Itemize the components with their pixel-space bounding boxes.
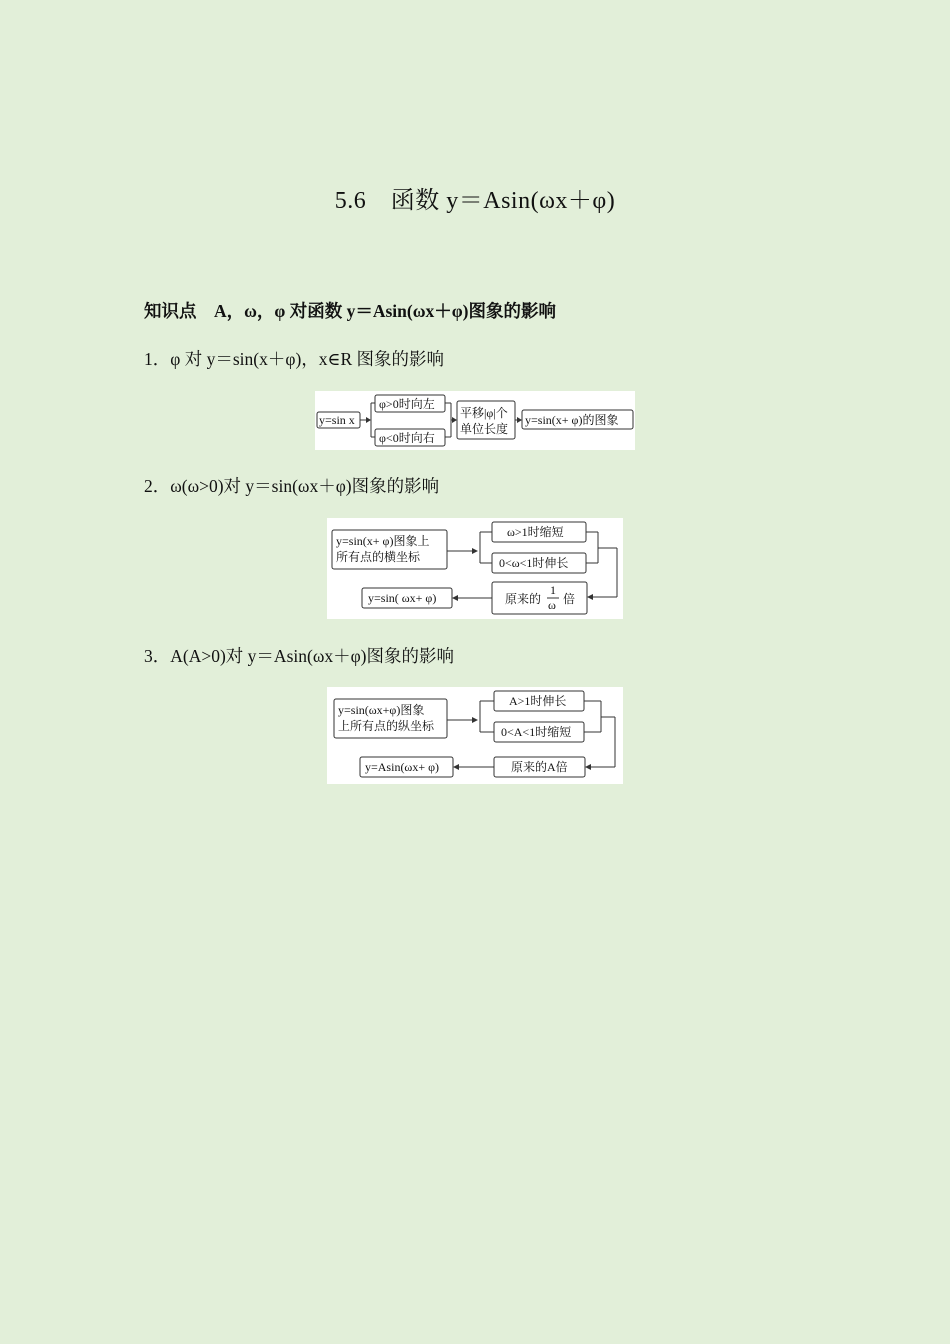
- start-label-line2: 所有点的横坐标: [336, 550, 421, 564]
- scale-fraction-numerator: 1: [550, 583, 556, 597]
- item-3-amplitude: 3．A(A>0)对 y＝Asin(ωx＋φ)图象的影响: [144, 646, 455, 666]
- shift-label-line1: 平移|φ|个: [460, 406, 508, 420]
- omega-lt1-label: 0<ω<1时伸长: [499, 556, 569, 570]
- start-label-line1: y=sin(x+ φ)图象上: [336, 534, 430, 548]
- section-heading: 知识点 A，ω，φ 对函数 y＝Asin(ωx＋φ)图象的影响: [144, 301, 557, 321]
- scale-fraction-denominator: ω: [548, 598, 556, 612]
- page-title: 5.6 函数 y＝Asin(ωx＋φ): [334, 188, 616, 214]
- item-2-omega: 2．ω(ω>0)对 y＝sin(ωx＋φ)图象的影响: [144, 476, 440, 496]
- shift-label-line2: 单位长度: [460, 422, 509, 436]
- scale-label: 原来的A倍: [511, 760, 568, 774]
- result-label: y=sin( ωx+ φ): [368, 591, 437, 605]
- phi-positive-label: φ>0时向左: [379, 397, 435, 411]
- amplitude-gt1-label: A>1时伸长: [509, 694, 567, 708]
- start-label: y=sin x: [319, 413, 355, 427]
- diagram-amplitude-effect: [327, 687, 623, 784]
- scale-suffix: 倍: [563, 592, 576, 606]
- scale-prefix: 原来的: [505, 592, 542, 606]
- diagram-omega-effect: [327, 518, 623, 619]
- diagram-phi-effect: [315, 391, 635, 450]
- start-label-line2: 上所有点的纵坐标: [338, 719, 435, 733]
- result-label: y=sin(x+ φ)的图象: [525, 413, 619, 427]
- result-label: y=Asin(ωx+ φ): [365, 760, 440, 774]
- item-1-phi: 1．φ 对 y＝sin(x＋φ)，x∈R 图象的影响: [144, 349, 445, 369]
- amplitude-lt1-label: 0<A<1时缩短: [501, 725, 572, 739]
- start-label-line1: y=sin(ωx+φ)图象: [338, 703, 425, 717]
- phi-negative-label: φ<0时向右: [379, 431, 435, 445]
- omega-gt1-label: ω>1时缩短: [507, 525, 564, 539]
